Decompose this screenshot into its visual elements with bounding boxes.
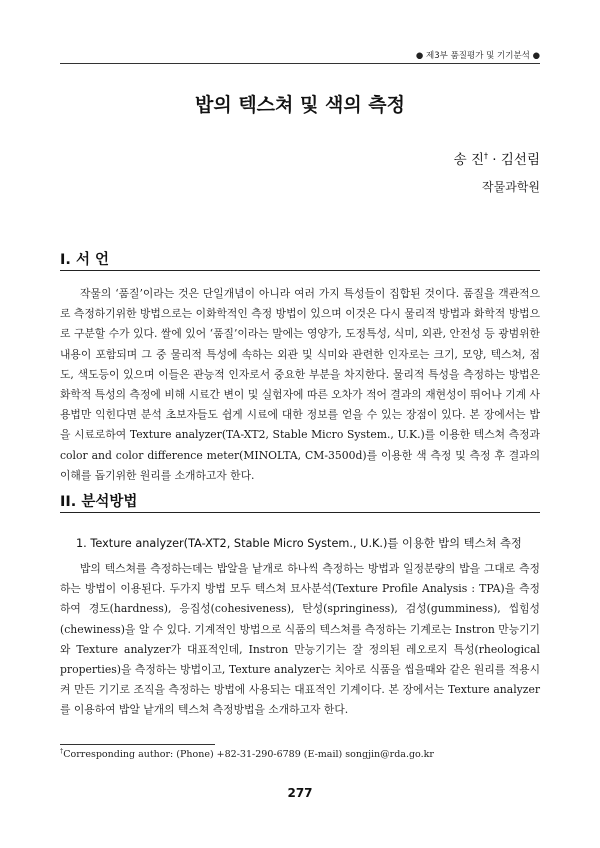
section-rule bbox=[60, 512, 540, 513]
page-number: 277 bbox=[287, 786, 313, 800]
section-rule bbox=[60, 270, 540, 271]
running-header: ● 제3부 품질평가 및 기기분석 ● bbox=[415, 51, 540, 61]
introduction-paragraph: 작물의 ‘품질’이라는 것은 단일개념이 아니라 여러 가지 특성들이 집합된 것이다. 품질을 객관적으로 측정하기위한 방법으로는 이화학적인 측정 방법이 있으며 이것은 다시 물리적 방법과 화학적 방법으로 구분할 수가 있다. 쌀에 있어 ‘품질’이라는 말에는 영양가, 도정특성, 식미, 외관, 안전성 등 광범위한 내용이 포함되며 그 중 물리적 특성에 속하는 외관 및 식미와 관련한 인자로는 크기, 모양, 텍스쳐, 점도, 색도등이 있으며 이들은 관능적 인자로서 중요한 부분을 차지한다. 물리적 특성을 측정하는 방법은 화학적 특성의 측정에 비해 시료간 변이 및 실험자에 따른 오차가 적어 결과의 재현성이 뛰어나 기계 사용법만 익힌다면 분석 초보자들도 쉽게 시료에 대한 정보를 얻을 수 있는 장점이 있다. 본 장에서는 밥을 시료로하여 Texture analyzer(TA-XT2, Stable Micro System., U.K.)를 이용한 텍스쳐 측정과 color and color difference meter(MINOLTA, CM-3500d)를 이용한 색 측정 및 측정 후 결과의 이해를 돕기위한 원리를 소개하고자 한다. bbox=[60, 287, 540, 482]
methods-paragraph: 밥의 텍스쳐를 측정하는데는 밥알을 낱개로 하나씩 측정하는 방법과 일정분량의 밥을 그대로 측정하는 방법이 이용된다. 두가지 방법 모두 텍스쳐 묘사분석(Texture Profile Analysis : TPA)을 측정하여 경도(hardness), 응집성(cohesiveness), 탄성(springiness), 검성(gumminess), 씹힘성(chewiness)을 알 수 있다. 기계적인 방법으로 식품의 텍스쳐를 측정하는 기계로는 Instron 만능기기와 Texture analyzer가 대표적인데, Instron 만능기기는 잘 정의된 레오로지 특성(rheological properties)을 측정하는 방법이고, Texture analyzer는 치아로 식품을 씹을때와 같은 원리를 적용시켜 만든 기기로 조직을 측정하는 방법에 사용되는 대표적인 기계이다. 본 장에서는 Texture analyzer를 이용하여 밥알 낱개의 텍스쳐 측정방법을 소개하고자 한다. bbox=[60, 562, 540, 717]
section-heading-methods: II. 분석방법 bbox=[60, 494, 138, 510]
paper-title: 밥의 텍스쳐 및 색의 측정 bbox=[195, 94, 405, 116]
author-first: 송 진 bbox=[453, 152, 484, 168]
author-line bbox=[454, 148, 540, 168]
footnote-mark: † bbox=[60, 747, 64, 755]
footnote bbox=[60, 747, 434, 760]
subsection-heading-texture: 1. Texture analyzer(TA-XT2, Stable Micro System., U.K.)를 이용한 밥의 텍스쳐 측정 bbox=[76, 537, 522, 550]
footnote-text: Corresponding author: (Phone) +82-31-290-6789 (E-mail) songjin@rda.go.kr bbox=[63, 749, 434, 761]
footnote-rule bbox=[60, 744, 215, 745]
affiliation: 작물과학원 bbox=[482, 180, 540, 194]
section-heading-introduction: I. 서 언 bbox=[60, 252, 110, 268]
author-rest: · 김선림 bbox=[488, 152, 540, 168]
corresponding-mark: † bbox=[484, 151, 488, 161]
header-rule bbox=[60, 63, 540, 64]
